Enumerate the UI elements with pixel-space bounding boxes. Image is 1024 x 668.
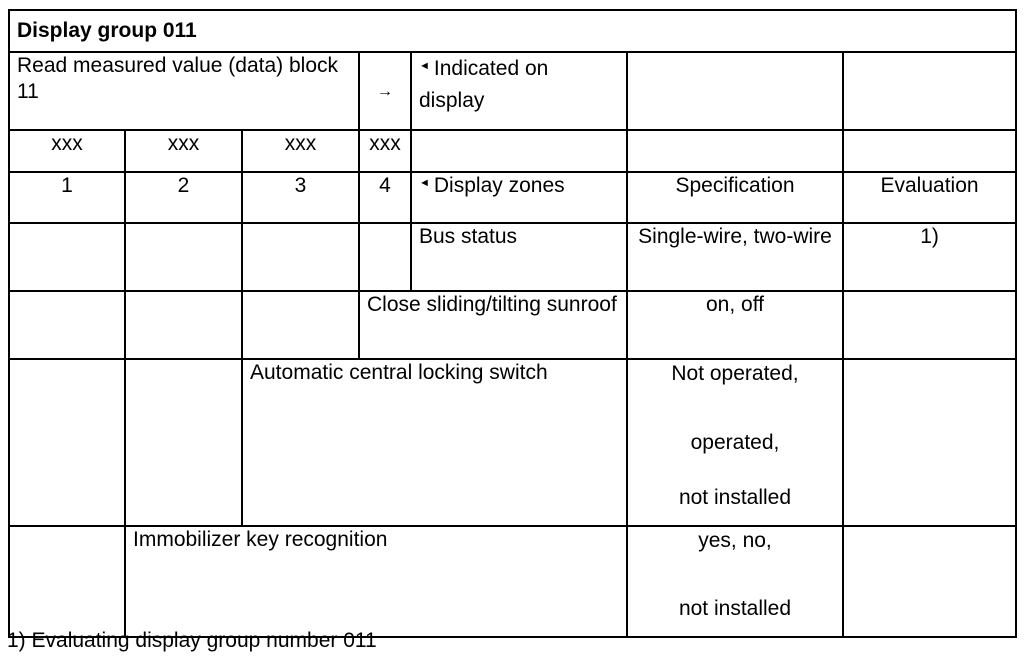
- spec-line: Not operated,: [671, 362, 799, 385]
- empty-cell: [242, 223, 359, 291]
- display-zones-cell: [411, 172, 627, 223]
- bus-status-specification: Single-wire, two-wire: [627, 223, 843, 291]
- empty-cell: [125, 359, 242, 526]
- footnote: 1) Evaluating display group number 011: [7, 629, 377, 652]
- zone-3: 3: [242, 172, 359, 223]
- empty-cell: [359, 223, 411, 291]
- empty-cell: [627, 130, 843, 172]
- field-3-value: xxx: [242, 130, 359, 172]
- specification-header: Specification: [627, 172, 843, 223]
- pointer-left-icon: ◄: [419, 177, 430, 190]
- read-measured-value-label: [9, 52, 359, 130]
- empty-cell: [843, 130, 1016, 172]
- indicated-on-display-cell: [411, 52, 627, 130]
- empty-cell: [627, 52, 843, 130]
- bus-status-label: Bus status: [411, 223, 627, 291]
- empty-cell: [125, 223, 242, 291]
- spec-line: operated,: [690, 431, 780, 454]
- immobilizer-specification: [627, 526, 843, 637]
- right-arrow-icon: →: [377, 83, 393, 100]
- empty-cell: [9, 526, 125, 637]
- spec-line: not installed: [678, 486, 792, 509]
- read-measured-value-text: Read measured value (data) block 11: [17, 54, 339, 103]
- immobilizer-label: Immobilizer key recognition: [125, 526, 627, 637]
- zone-1: 1: [9, 172, 125, 223]
- sunroof-specification: on, off: [627, 291, 843, 359]
- field-4-value: xxx: [359, 130, 411, 172]
- zone-2: 2: [125, 172, 242, 223]
- central-locking-evaluation: [843, 359, 1016, 526]
- empty-cell: [9, 291, 125, 359]
- table-title: Display group 011: [9, 10, 1016, 52]
- empty-cell: [843, 52, 1016, 130]
- spec-line: yes, no,: [698, 529, 772, 552]
- spec-line: not installed: [678, 597, 792, 620]
- sunroof-label: Close sliding/tilting sunroof: [359, 291, 627, 359]
- immobilizer-evaluation: [843, 526, 1016, 637]
- empty-cell: [242, 291, 359, 359]
- empty-cell: [9, 359, 125, 526]
- zone-4: 4: [359, 172, 411, 223]
- central-locking-label: Automatic central locking switch: [242, 359, 627, 526]
- indicated-on-display-label: Indicated on display: [419, 57, 549, 112]
- sunroof-evaluation: [843, 291, 1016, 359]
- empty-cell: [125, 291, 242, 359]
- pointer-left-icon: ◄: [419, 59, 430, 72]
- central-locking-specification: [627, 359, 843, 526]
- bus-status-evaluation: 1): [843, 223, 1016, 291]
- evaluation-header: Evaluation: [843, 172, 1016, 223]
- empty-cell: [411, 130, 627, 172]
- field-2-value: xxx: [125, 130, 242, 172]
- arrow-cell: [359, 52, 411, 130]
- field-1-value: xxx: [9, 130, 125, 172]
- display-group-table: [8, 9, 1017, 638]
- display-zones-label: Display zones: [433, 174, 565, 197]
- empty-cell: [9, 223, 125, 291]
